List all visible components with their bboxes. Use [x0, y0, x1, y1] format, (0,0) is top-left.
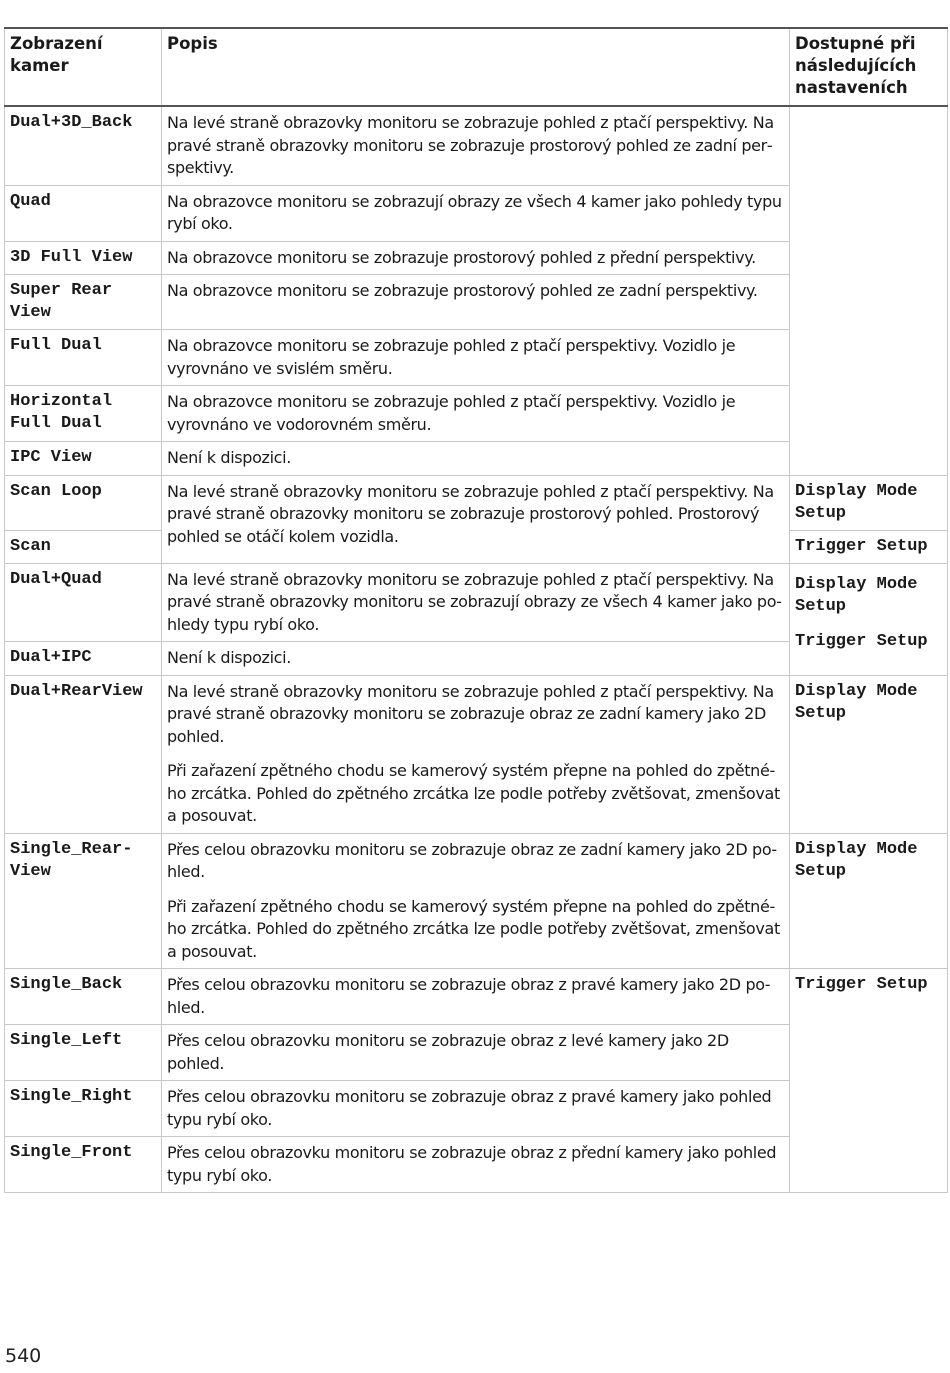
table-row [5, 563, 948, 642]
view-description: Přes celou obrazovku monitoru se zobrazuje obraz z levé kamery jako 2D pohled. [162, 1025, 790, 1081]
view-name: Quad [5, 185, 162, 241]
available-setting: Display Mode Setup [790, 833, 948, 969]
view-description: Přes celou obrazovku monitoru se zobrazuje obraz z pravé kamery jako pohled typu rybí oko. [162, 1081, 790, 1137]
description-paragraph: Při zařazení zpětného chodu se kamerový systém přepne na pohled do zpětného zrcátka. Pohled do zpětného zrcátka lze podle potřeby zvětšovat, zmenšovat a posouvat. [167, 761, 780, 825]
view-description [162, 833, 790, 969]
view-description: Na obrazovce monitoru se zobrazuje pohled z ptačí perspektivy. Vozidlo je vyrovnáno ve svislém směru. [162, 330, 790, 386]
view-name: Single_Front [5, 1137, 162, 1193]
view-description: Na obrazovce monitoru se zobrazuje prostorový pohled ze zadní perspektivy. [162, 275, 790, 330]
view-description: Na levé straně obrazovky monitoru se zobrazuje pohled z ptačí perspektivy. Na pravé straně obrazovky monitoru se zobrazuje prostorový pohled. Prostorový pohled se otáčí kolem vozidla. [162, 475, 790, 563]
view-name: IPC View [5, 442, 162, 476]
available-setting: Trigger Setup [790, 969, 948, 1193]
view-name: Scan Loop [5, 475, 162, 530]
view-description: Na levé straně obrazovky monitoru se zobrazuje pohled z ptačí perspektivy. Na pravé straně obrazovky monitoru se zobrazuje prostorový pohled ze zadní perspektivy. [162, 106, 790, 185]
available-setting: Display Mode Setup [790, 675, 948, 833]
view-name: Single_Back [5, 969, 162, 1025]
view-description [162, 675, 790, 833]
table-row [5, 475, 948, 530]
view-description: Přes celou obrazovku monitoru se zobrazuje obraz z přední kamery jako pohled typu rybí oko. [162, 1137, 790, 1193]
table-header-row [5, 28, 948, 106]
view-name: Horizontal Full Dual [5, 386, 162, 442]
view-description: Není k dispozici. [162, 442, 790, 476]
view-name: Single_Left [5, 1025, 162, 1081]
view-description: Není k dispozici. [162, 642, 790, 676]
description-paragraph: Přes celou obrazovku monitoru se zobrazuje obraz ze zadní kamery jako 2D pohled. [167, 839, 778, 881]
view-name: Super Rear View [5, 275, 162, 330]
available-settings-empty [790, 106, 948, 475]
view-name: Dual+IPC [5, 642, 162, 676]
view-name: Dual+Quad [5, 563, 162, 642]
header-description: Popis [162, 28, 790, 106]
header-available-settings: Dostupné při následujících nastaveních [790, 28, 948, 106]
camera-views-table [4, 27, 948, 1193]
description-paragraph: Při zařazení zpětného chodu se kamerový systém přepne na pohled do zpětného zrcátka. Pohled do zpětného zrcátka lze podle potřeby zvětšovat, zmenšovat a posouvat. [167, 896, 780, 961]
available-setting: Display Mode Setup [790, 475, 948, 530]
description-paragraph: Na levé straně obrazovky monitoru se zobrazuje pohled z ptačí perspektivy. Na pravé straně obrazovky monitoru se zobrazuje obraz ze zadní kamery jako 2D pohled. [167, 681, 774, 746]
available-setting: Trigger Setup [790, 530, 948, 563]
view-name: Dual+RearView [5, 675, 162, 833]
view-description: Na levé straně obrazovky monitoru se zobrazuje pohled z ptačí perspektivy. Na pravé straně obrazovky monitoru se zobrazují obrazy ze všech 4 kamer jako pohledy typu rybí oko. [162, 563, 790, 642]
view-description: Přes celou obrazovku monitoru se zobrazuje obraz z pravé kamery jako 2D pohled. [162, 969, 790, 1025]
view-name: 3D Full View [5, 241, 162, 275]
page-number: 540 [5, 1345, 42, 1367]
table-row [5, 106, 948, 185]
view-name: Dual+3D_Back [5, 106, 162, 185]
view-description: Na obrazovce monitoru se zobrazuje pohled z ptačí perspektivy. Vozidlo je vyrovnáno ve vodorovném směru. [162, 386, 790, 442]
available-settings [790, 563, 948, 675]
view-description: Na obrazovce monitoru se zobrazuje prostorový pohled z přední perspektivy. [162, 241, 790, 275]
header-camera-views: Zobrazení kamer [5, 28, 162, 106]
view-name: Scan [5, 530, 162, 563]
view-name: Full Dual [5, 330, 162, 386]
table-row [5, 833, 948, 969]
view-name: Single_RearView [5, 833, 162, 969]
available-setting: Display Mode Setup [795, 574, 918, 616]
table-row [5, 675, 948, 833]
view-name: Single_Right [5, 1081, 162, 1137]
view-description: Na obrazovce monitoru se zobrazují obrazy ze všech 4 kamer jako pohledy typu rybí oko. [162, 185, 790, 241]
table-row [5, 969, 948, 1025]
available-setting: Trigger Setup [795, 631, 928, 651]
